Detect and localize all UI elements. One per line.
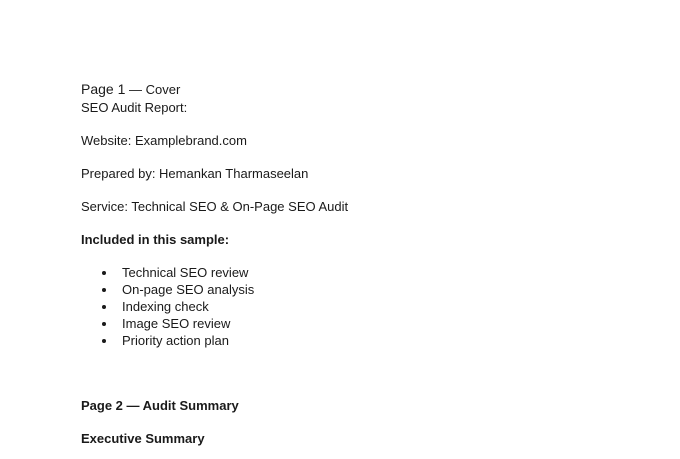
bullet-icon xyxy=(102,305,106,309)
list-item: Indexing check xyxy=(102,298,641,315)
spacer xyxy=(81,349,641,397)
spacer xyxy=(81,215,641,231)
spacer xyxy=(81,182,641,198)
website-line: Website: Examplebrand.com xyxy=(81,133,247,148)
page-section-suffix: — Cover xyxy=(125,82,181,97)
list-item: Technical SEO review xyxy=(102,264,641,281)
list-item: On-page SEO analysis xyxy=(102,281,641,298)
spacer xyxy=(81,149,641,165)
list-item: Image SEO review xyxy=(102,315,641,332)
bullet-icon xyxy=(102,288,106,292)
spacer xyxy=(81,248,641,264)
cover-heading xyxy=(81,80,641,99)
bullet-icon xyxy=(102,322,106,326)
included-list xyxy=(81,264,641,349)
list-item: Priority action plan xyxy=(102,332,641,349)
audit-summary-heading: Page 2 — Audit Summary xyxy=(81,398,239,413)
bullet-icon xyxy=(102,339,106,343)
prepared-by-line: Prepared by: Hemankan Tharmaseelan xyxy=(81,166,309,181)
page-number-label: Page 1 xyxy=(81,81,126,97)
bullet-icon xyxy=(102,271,106,275)
executive-summary-heading: Executive Summary xyxy=(81,431,205,446)
included-heading: Included in this sample: xyxy=(81,232,230,247)
service-line xyxy=(81,198,641,215)
service-value: Technical SEO & On-Page SEO Audit xyxy=(127,199,349,214)
report-title: SEO Audit Report: xyxy=(81,100,188,115)
spacer xyxy=(81,116,641,132)
spacer xyxy=(81,414,641,430)
service-label: Service: xyxy=(81,199,128,214)
document-page xyxy=(81,80,641,447)
